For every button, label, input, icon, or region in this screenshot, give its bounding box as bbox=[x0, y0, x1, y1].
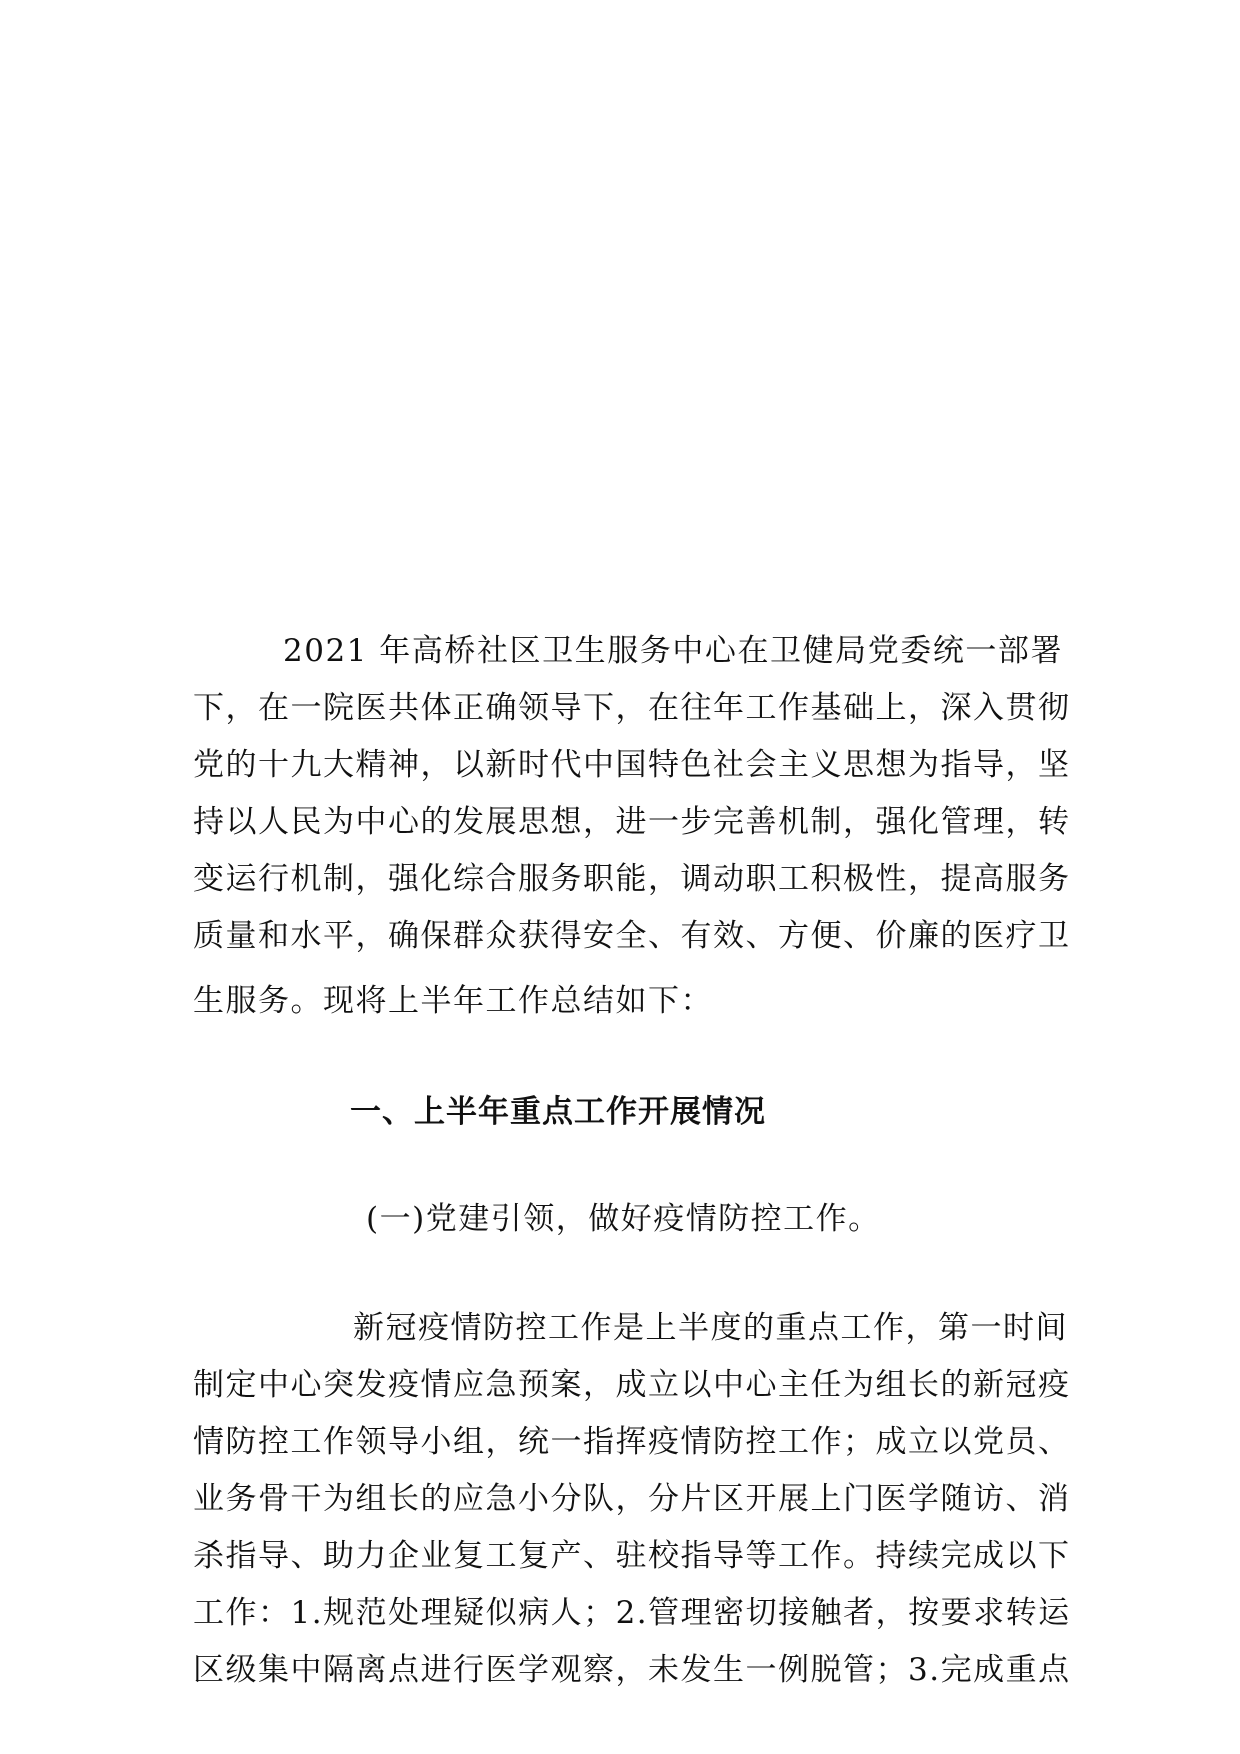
intro-line: 变运行机制，强化综合服务职能，调动职工积极性，提高服务 bbox=[193, 861, 1071, 897]
intro-line: 2021 年高桥社区卫生服务中心在卫健局党委统一部署 bbox=[283, 633, 1063, 669]
body-paragraph bbox=[193, 1300, 1071, 1699]
intro-line: 下，在一院医共体正确领导下，在往年工作基础上，深入贯彻 bbox=[193, 690, 1071, 726]
body-line: 新冠疫情防控工作是上半度的重点工作，第一时间 bbox=[353, 1310, 1068, 1346]
body-line: 工作：1.规范处理疑似病人；2.管理密切接触者，按要求转运 bbox=[193, 1595, 1071, 1631]
body-line: 区级集中隔离点进行医学观察，未发生一例脱管；3.完成重点 bbox=[193, 1652, 1071, 1688]
body-line: 杀指导、助力企业复工复产、驻校指导等工作。持续完成以下 bbox=[193, 1538, 1071, 1574]
intro-paragraph bbox=[193, 623, 1071, 1030]
body-line: 情防控工作领导小组，统一指挥疫情防控工作；成立以党员、 bbox=[193, 1424, 1071, 1460]
body-line: 业务骨干为组长的应急小分队，分片区开展上门医学随访、消 bbox=[193, 1481, 1071, 1517]
section-heading: 一、上半年重点工作开展情况 bbox=[350, 1094, 766, 1130]
intro-line: 质量和水平，确保群众获得安全、有效、方便、价廉的医疗卫 bbox=[193, 918, 1071, 954]
subsection-heading: (一)党建引领，做好疫情防控工作。 bbox=[366, 1201, 881, 1237]
intro-line: 生服务。现将上半年工作总结如下： bbox=[193, 983, 713, 1019]
intro-line: 党的十九大精神，以新时代中国特色社会主义思想为指导，坚 bbox=[193, 747, 1071, 783]
body-line: 制定中心突发疫情应急预案，成立以中心主任为组长的新冠疫 bbox=[193, 1367, 1071, 1403]
intro-line: 持以人民为中心的发展思想，进一步完善机制，强化管理，转 bbox=[193, 804, 1071, 840]
